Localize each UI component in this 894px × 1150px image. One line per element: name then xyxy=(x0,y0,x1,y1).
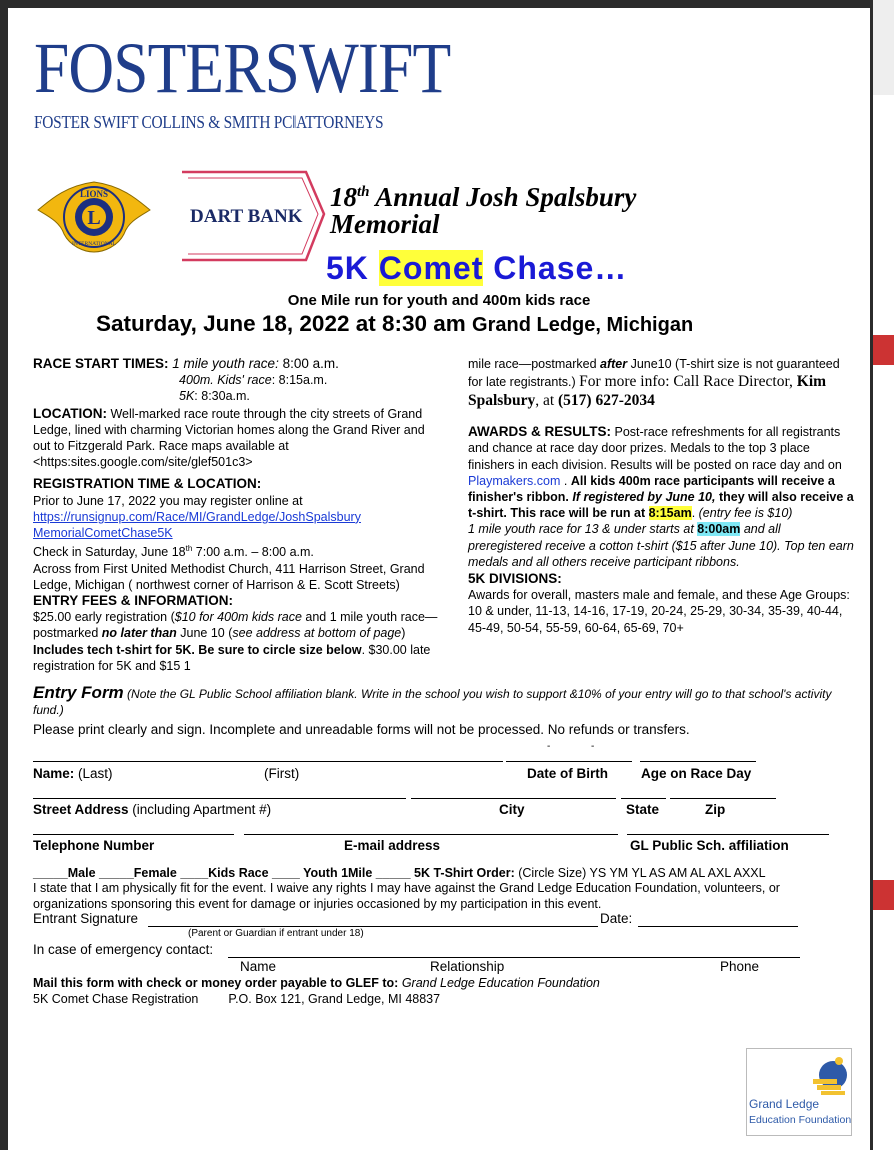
dob-dash: - xyxy=(591,741,595,752)
emergency-label: In case of emergency contact: xyxy=(33,942,214,957)
signature-label: Entrant Signature xyxy=(33,911,139,926)
zip-label: Zip xyxy=(705,802,726,817)
dob-dash: - xyxy=(547,741,551,752)
telephone-label: Telephone Number xyxy=(33,838,155,853)
divisions-heading: 5K DIVISIONS: xyxy=(468,571,562,587)
age-field[interactable] xyxy=(640,761,756,762)
window-edge xyxy=(873,365,894,880)
city-label: City xyxy=(499,802,525,817)
name-last-label: Name: (Last) xyxy=(33,766,113,781)
checkin-text: Check in Saturday, June 18th 7:00 a.m. – 8:00 a.m. xyxy=(33,544,314,560)
lions-club-logo xyxy=(34,176,154,256)
event-date-line: Saturday, June 18, 2022 at 8:30 am Grand Ledge, Michigan xyxy=(96,311,694,336)
email-label: E-mail address xyxy=(344,838,441,853)
ec-name-label: Name xyxy=(240,959,277,974)
glef-emblem-icon xyxy=(809,1053,849,1097)
age-label: Age on Race Day xyxy=(641,766,752,781)
dob-field[interactable] xyxy=(506,761,632,762)
window-edge xyxy=(873,95,894,335)
lions-text-bottom: INTERNATIONAL xyxy=(72,241,116,247)
window-edge xyxy=(873,335,894,365)
fees-text: $25.00 early registration ($10 for 400m kids race and 1 mile youth race—postmarked no later than June 10 (see address at bottom of page) Includes tech t-shirt for 5K. Be sure to circle size below. $30.00 late registration for 5K and $15 1 xyxy=(33,610,438,673)
ec-relationship-label: Relationship xyxy=(430,959,505,974)
street-field[interactable] xyxy=(33,798,406,799)
glef-name: Grand Ledge xyxy=(749,1097,820,1111)
email-field[interactable] xyxy=(244,834,618,835)
foster-swift-logo: FOSTERSWIFT xyxy=(34,28,451,108)
ec-phone-label: Phone xyxy=(720,959,760,974)
location-section: LOCATION: Well-marked race route through the city streets of Grand Ledge, lined with charming Victorian homes along the Grand River and out to Fitzgerald Park. Race maps available at <https:sites.google.com/site/glef501c3> xyxy=(33,405,425,470)
registration-link-cont[interactable]: MemorialCometChase5K xyxy=(33,526,173,541)
left-column xyxy=(33,356,438,674)
checkin-location: Across from First United Methodist Church, 411 Harrison Street, Grand Ledge, Michigan ( northwest corner of Harrison & E. Scott Streets) xyxy=(33,561,425,592)
event-title-line1: 18th Annual Josh Spalsbury xyxy=(330,182,637,212)
dart-bank-text: DART BANK xyxy=(190,206,303,227)
window-edge xyxy=(873,0,894,95)
state-field[interactable] xyxy=(621,798,666,799)
window-edge xyxy=(873,880,894,910)
registration-text: Prior to June 17, 2022 you may register online at xyxy=(33,493,303,508)
lions-text-top: LIONS xyxy=(79,189,109,199)
registration-link[interactable]: https://runsignup.com/Race/MI/GrandLedge/JoshSpalsbury xyxy=(33,509,361,524)
race-options-line[interactable]: _____Male _____Female ____Kids Race ____ Youth 1Mile _____ 5K T-Shirt Order: (Circle Size) YS YM YL AS AM AL AXL AXXL xyxy=(33,866,766,880)
glef-logo xyxy=(746,1048,852,1136)
zip-field[interactable] xyxy=(670,798,776,799)
date-field[interactable] xyxy=(638,926,798,927)
glef-name-2: Education Foundation xyxy=(749,1114,852,1126)
right-column xyxy=(468,356,856,636)
divisions-text: Awards for overall, masters male and female, and these Age Groups: 10 & under, 11-13, 14-16, 17-19, 20-24, 25-29, 30-34, 35-39, 40-44, 45-49, 50-54, 55-59, 60-64, 65-69, 70+ xyxy=(468,588,850,635)
event-title-5k: 5K Comet Chase… xyxy=(326,250,628,286)
dart-bank-logo xyxy=(178,170,328,265)
fees-heading: ENTRY FEES & INFORMATION: xyxy=(33,593,234,608)
affiliation-label: GL Public Sch. affiliation xyxy=(630,838,789,853)
awards-section: AWARDS & RESULTS: Post-race refreshments for all registrants and chance at race day door prizes. Medals to the top 3 place finishers in each division. Results will be posted on race day and on Playmakers.com . All kids 400m race participants will receive a finisher's ribbon. If registered by June 10, they will also receive a t-shirt. This race will be run at 8:15am. (entry fee is $10) xyxy=(468,424,854,521)
lions-letter: L xyxy=(87,207,101,229)
race-start-times: RACE START TIMES: 1 mile youth race: 8:00 a.m. 400m. Kids' race: 8:15a.m. 5K: 8:30a.m. xyxy=(33,356,339,404)
event-title-line2: Memorial xyxy=(330,209,440,239)
signature-field[interactable] xyxy=(148,926,598,927)
mail-instructions: Mail this form with check or money order payable to GLEF to: Grand Ledge Education Foundation xyxy=(33,976,600,990)
youth-race-info: 1 mile youth race for 13 & under starts at 8:00am and all preregistered receive a cotton t-shirt ($15 after June 10). Top ten earn medals and all others receive participant ribbons. xyxy=(468,522,854,569)
telephone-field[interactable] xyxy=(33,834,234,835)
late-fee-continued: mile race—postmarked after June10 (T-shirt size is not guaranteed for late registrants.) For more info: Call Race Director, Kim Spalsbury, at (517) 627-2034 xyxy=(468,357,840,410)
entry-form-header: Entry Form (Note the GL Public School affiliation blank. Write in the school you wish to support &10% of your entry will go to that school's activity fund.) xyxy=(33,683,832,717)
registration-heading: REGISTRATION TIME & LOCATION: xyxy=(33,476,262,492)
parent-note: (Parent or Guardian if entrant under 18) xyxy=(188,928,364,939)
event-subtitle: One Mile run for youth and 400m kids race xyxy=(287,292,591,309)
emergency-field[interactable] xyxy=(228,957,800,958)
name-first-label: (First) xyxy=(264,766,300,781)
window-edge xyxy=(873,910,894,1150)
mail-address: 5K Comet Chase Registration P.O. Box 121, Grand Ledge, MI 48837 xyxy=(33,992,441,1006)
name-field[interactable] xyxy=(33,761,503,762)
foster-swift-subtitle: FOSTER SWIFT COLLINS & SMITH PC‖ATTORNEYS xyxy=(34,112,384,132)
playmakers-link[interactable]: Playmakers.com xyxy=(468,473,561,488)
waiver-text: I state that I am physically fit for the event. I waive any rights I may have against the Grand Ledge Education Foundation, volunteers, or organizations sponsoring this event for damage or injuries occasioned by my participation in this event. xyxy=(33,881,780,911)
form-instructions: Please print clearly and sign. Incomplete and unreadable forms will not be processed. No refunds or transfers. xyxy=(33,722,690,737)
dob-label: Date of Birth xyxy=(527,766,608,781)
flyer-page xyxy=(8,8,870,1150)
city-field[interactable] xyxy=(411,798,616,799)
date-label: Date: xyxy=(600,911,633,926)
street-label: Street Address (including Apartment #) xyxy=(33,802,272,817)
state-label: State xyxy=(626,802,660,817)
affiliation-field[interactable] xyxy=(627,834,829,835)
